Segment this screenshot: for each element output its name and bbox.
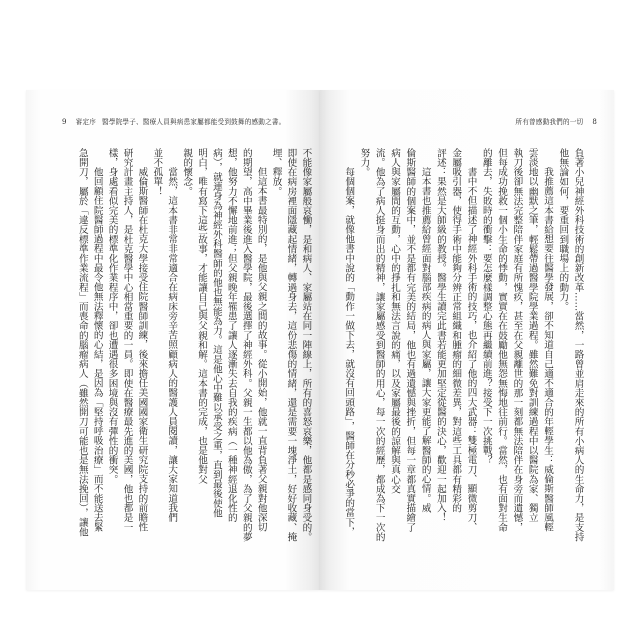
page-number: 9 — [62, 118, 67, 126]
text-column: 倫斯醫師的個案中，並不是都有完美的結局，他也有過遺憾與挫折，但每一章都真實描繪了 — [404, 148, 416, 532]
text-column: 病人與家屬間的互動，心中的掙扎和無法言說的痛，以及家屬最後的諒解與真心交 — [389, 148, 401, 494]
text-column: 威倫斯醫師在杜克大學接受住院醫師訓練，後來擔任美國國家衛生研究院支持的前瞻性 — [136, 167, 148, 532]
paragraph — [356, 148, 432, 548]
text-column: 每個個案，就像他書中說的「動作一做下去，就沒有回頭路」，醫師在分秒必爭的當下， — [343, 167, 355, 537]
text-column: 當然，這本書非常非常適合在病床旁辛苦照顧病人的醫護人員閱讀，讓大家知道我們 — [166, 167, 178, 523]
book-spread — [26, 90, 614, 590]
text-column: 即使在病房裡面隱藏起情緒，轉過身去，這份悲傷的情緒，還是需要一塊淨土，好好收藏、掩 — [285, 148, 297, 542]
text-column: 想，他努力不懈地前進；但父親晚年罹患了讓人逐漸失去自我的疾病（一種神經退化性的 — [225, 148, 237, 523]
text-column: 明白，唯有寫下這些故事，才能讓自己與父親和解。這本書的完成，也是他對父 — [196, 148, 208, 484]
text-column: 但每成功挽救一個小生命的悸動，實實在在鼓勵他無怨無悔地往前行。當然，也有面對生命 — [496, 148, 508, 532]
text-column: 但這本書最特別的，是他與父親之間的故事。從小開始，他就一直背負著父親對他深切 — [255, 167, 267, 532]
paragraph — [178, 148, 267, 548]
left-running-head — [62, 116, 285, 126]
text-column: 樣，身處看似完美的標準化作業程序中，卻也遭遇很多困境與沒有彈性的衝突。 — [106, 148, 118, 484]
text-column: 急開刀，屬於「違反標準作業流程」而喪命的腦瘤病人（雖然開刀可能也是無法挽回），讓他 — [76, 148, 88, 537]
text-column: 他無論如何，要重回到職場上的動力。 — [557, 148, 569, 312]
text-column: 負著小兒神經外科技術的創新改革……當然，一路曾並肩走來的所有小病人的生命力，是支持 — [572, 148, 584, 542]
running-head-title: 醫學院學子、醫療人員與病患家屬都能受到鼓舞的感動之書。 — [102, 118, 286, 126]
text-column: 病），就連身為神經外科醫師的他也無能為力。這是他心中難以承受之重，直到最後使他 — [210, 148, 222, 518]
text-column: 執刀後卻無法完整陪伴家庭有所愧疚，甚至在父親離世的那一刻都無法陪伴在身旁而遺憾， — [511, 148, 523, 532]
text-column: 親的懷念。 — [181, 148, 193, 196]
text-column: 流。他為了病人挺身而出的精神，讓家屬感受到醫師的用心，每一次的經歷，都成為下一次的 — [373, 148, 385, 542]
text-column: 並不孤單！ — [151, 148, 163, 196]
text-column: 雲淡地以幽默之筆，輕鬆帶過醫學院學業過程。雖然難免對訓練過程中以醫院為家、獨立 — [526, 148, 538, 523]
paragraph — [341, 148, 356, 548]
text-column: 不能像家屬般哀慟，是和病人、家屬站在同一陣線上，所有的喜怒哀樂，他都是感同身受的。 — [300, 148, 312, 542]
paragraph — [268, 148, 313, 548]
text-column: 金屬吸引器，使得手術中能夠分辨正常組織和腫瘤的細微差異，對這些工具都有精彩的 — [450, 148, 462, 513]
paragraph — [104, 148, 149, 548]
text-column: 評述：果然是大師級的教授。醫學生讀完此書若能更加堅定從醫的決心，歡迎一起加入！ — [434, 148, 446, 523]
paragraph — [479, 148, 555, 548]
paragraph — [148, 148, 178, 548]
text-column: 書中不但描述了神經外科手術的技巧，也介紹了他的四大武器：雙極電刀、顯微剪刀、 — [465, 167, 477, 532]
paragraph — [433, 148, 479, 548]
left-page — [26, 90, 320, 590]
running-head-title: 所有曾感動我們的一切 — [515, 118, 584, 126]
text-column: 埋、釋放。 — [270, 148, 282, 196]
text-column: 的期望，高中畢業後進入醫學院，最後選擇了神經外科。父親一生都以他為傲，為了父親的夢 — [240, 148, 252, 542]
left-page-body — [74, 148, 312, 548]
text-column: 研究計畫主持人，是杜克醫學中心相當重要的一員。即使在醫療最先進的美國，他也都是一 — [121, 148, 133, 532]
text-column: 這本書也推薦給曾經面對腦部疾病的病人與家屬，讓大家更能了解醫師的心情。威 — [419, 167, 431, 513]
paragraph — [74, 148, 104, 548]
text-column: 他回顧住院醫師過程中最令他無法釋懷的心結，是因為「堅持呼吸治療」而不能送去緊 — [91, 167, 103, 532]
text-column: 的離去，失敗時的衝擊：要怎麼樣調整心態再繼續前進？接受下一次挑戰？ — [480, 148, 492, 465]
page-number: 8 — [592, 118, 597, 126]
right-running-head — [515, 116, 597, 126]
section-label: 審定序 — [75, 118, 97, 126]
right-page-body — [341, 148, 586, 548]
paragraph — [555, 148, 586, 548]
text-column: 我推薦這本書給想要往醫學發展，卻不知道自己適不適合的年輕學生：威倫斯醫師風輕 — [542, 167, 553, 532]
text-column: 努力。 — [358, 148, 370, 177]
right-page — [320, 90, 614, 590]
